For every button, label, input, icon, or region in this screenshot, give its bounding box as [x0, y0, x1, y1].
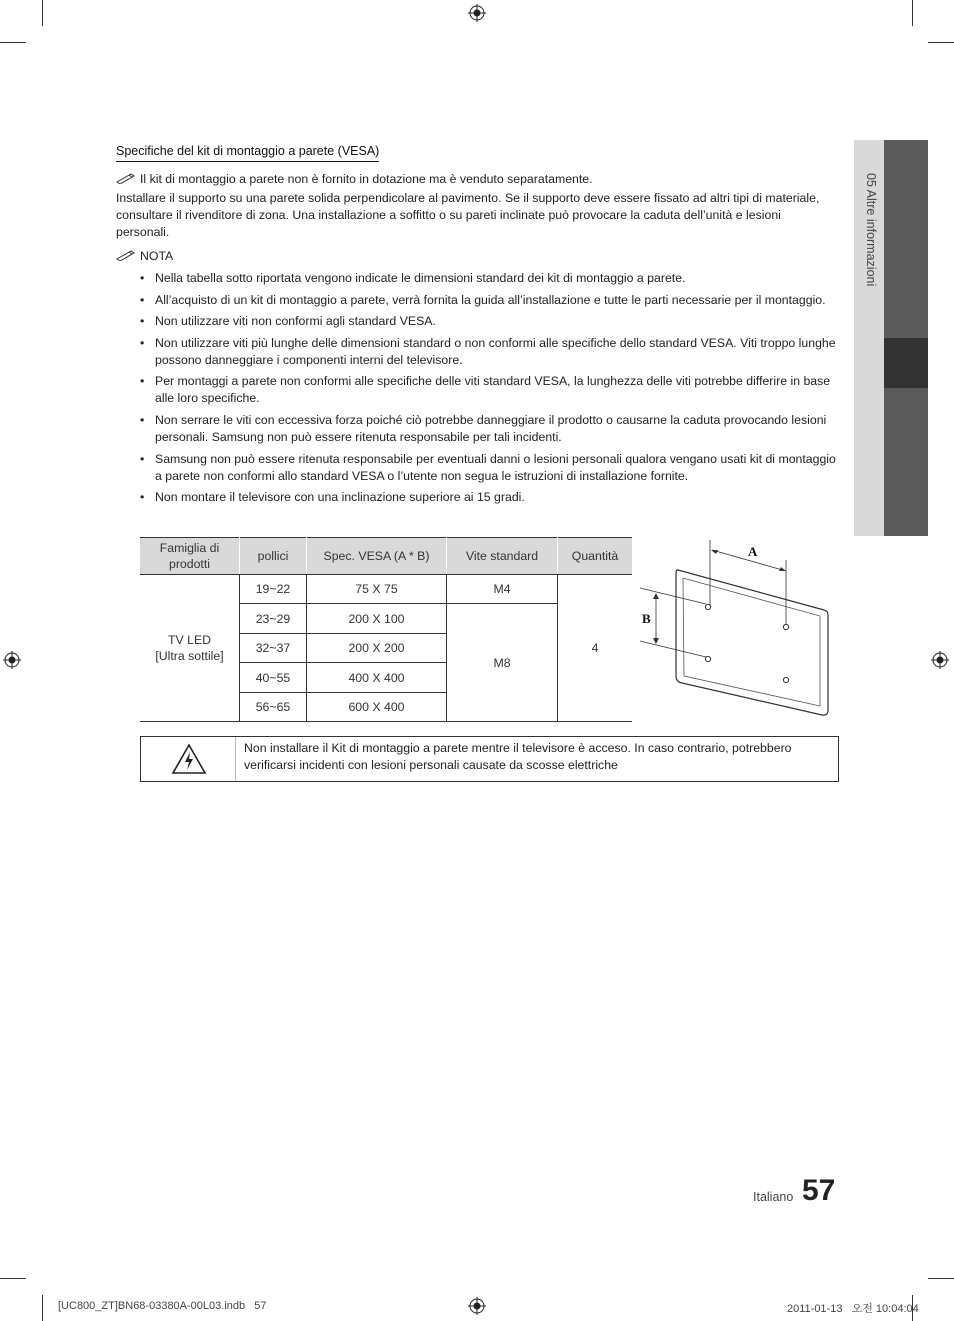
crop-mark — [42, 0, 43, 26]
vesa-cell: 200 X 200 — [307, 634, 447, 663]
vesa-cell: 600 X 400 — [307, 693, 447, 722]
list-item: • Non utilizzare viti non conformi agli standard VESA. — [140, 313, 840, 330]
diagram-label-a: A — [748, 544, 758, 559]
header-vite: Vite standard — [447, 538, 558, 575]
print-date-info: 2011-01-13 오전 10:04:04 — [787, 1303, 919, 1315]
nota-bullet-list — [140, 270, 840, 511]
header-famiglia: Famiglia di prodotti — [140, 538, 240, 575]
crop-mark — [928, 42, 954, 43]
nota-label: NOTA — [140, 249, 174, 263]
table-header-row — [140, 538, 632, 575]
chapter-tab-label: 05 Altre informazioni — [864, 173, 878, 287]
chapter-tab-marker — [884, 338, 928, 388]
registration-mark-icon — [468, 4, 486, 22]
print-file-info: [UC800_ZT]BN68-03380A-00L03.indb 57 — [58, 1300, 267, 1312]
crop-mark — [0, 1278, 26, 1279]
vesa-diagram — [636, 538, 836, 722]
warning-box — [140, 736, 839, 782]
electric-shock-warning-icon — [171, 743, 207, 775]
diagram-label-b: B — [642, 611, 651, 626]
table-row — [140, 575, 632, 604]
list-item: • Nella tabella sotto riportata vengono indicate le dimensioni standard dei kit di montaggio a parete. — [140, 270, 840, 287]
pollici-cell: 56~65 — [240, 693, 307, 722]
header-quantita: Quantità — [558, 538, 633, 575]
vite-cell: M4 — [447, 575, 558, 604]
pollici-cell: 19~22 — [240, 575, 307, 604]
quantita-cell: 4 — [558, 575, 633, 722]
list-item: • Non montare il televisore con una inclinazione superiore ai 15 gradi. — [140, 489, 840, 506]
intro-note — [116, 171, 846, 188]
list-item: • Samsung non può essere ritenuta responsabile per eventuali danni o lesioni personali qualora vengano usati kit di montaggio a parete non conformi allo standard VESA o l’utente non segua le istruzioni di installazione fornite. — [140, 451, 840, 485]
page-language: Italiano — [753, 1190, 794, 1204]
pollici-cell: 40~55 — [240, 663, 307, 693]
crop-mark — [42, 1295, 43, 1321]
family-cell — [140, 575, 240, 722]
header-pollici: pollici — [240, 538, 307, 575]
crop-mark — [928, 1278, 954, 1279]
crop-mark — [912, 0, 913, 26]
pencil-note-icon — [116, 172, 136, 184]
list-item: • Non serrare le viti con eccessiva forza poiché ciò potrebbe danneggiare il prodotto o causarne la caduta provocando lesioni personali. Samsung non può essere ritenuta responsabile per tali incidenti. — [140, 412, 840, 446]
list-item: • Per montaggi a parete non conformi alle specifiche delle viti standard VESA, la lunghezza delle viti potrebbe differire in base alle loro specifiche. — [140, 373, 840, 407]
registration-mark-icon — [468, 1297, 486, 1315]
nota-heading — [116, 248, 173, 265]
vesa-cell: 200 X 100 — [307, 604, 447, 634]
page-number: 57 — [802, 1174, 836, 1207]
vite-cell: M8 — [447, 604, 558, 722]
pollici-cell: 23~29 — [240, 604, 307, 634]
vesa-spec-table — [140, 537, 632, 722]
vesa-cell: 400 X 400 — [307, 663, 447, 693]
list-item: • Non utilizzare viti più lunghe delle dimensioni standard o non conformi alle specifiche dello standard VESA. Viti troppo lunghe possono danneggiare i componenti interni del televisore. — [140, 335, 840, 369]
list-item: • All’acquisto di un kit di montaggio a parete, verrà fornita la guida all’installazione e tutte le parti necessarie per il montaggio. — [140, 292, 840, 309]
intro-note-text: Il kit di montaggio a parete non è fornito in dotazione ma è venduto separatamente. — [140, 172, 593, 186]
registration-mark-icon — [3, 651, 21, 669]
warning-divider — [235, 737, 236, 781]
header-vesa: Spec. VESA (A * B) — [307, 538, 447, 575]
crop-mark — [0, 42, 26, 43]
pollici-cell: 32~37 — [240, 634, 307, 663]
family-line1: TV LED — [167, 633, 212, 647]
section-title: Specifiche del kit di montaggio a parete (VESA) — [116, 144, 379, 162]
registration-mark-icon — [931, 651, 949, 669]
intro-paragraph: Installare il supporto su una parete solida perpendicolare al pavimento. Se il supporto deve essere fissato ad altri tipi di materiale, consultare il rivenditore di zona. Una installazione a soffitto o su pareti inclinate può provocare la caduta dell’unità e lesioni personali. — [116, 191, 820, 239]
family-line2: [Ultra sottile] — [155, 649, 224, 663]
pencil-note-icon — [116, 249, 136, 261]
vesa-cell: 75 X 75 — [307, 575, 447, 604]
warning-text: Non installare il Kit di montaggio a parete mentre il televisore è acceso. In caso contrario, potrebbero verificarsi incidenti con lesioni personali causate da scosse elettriche — [244, 741, 792, 772]
